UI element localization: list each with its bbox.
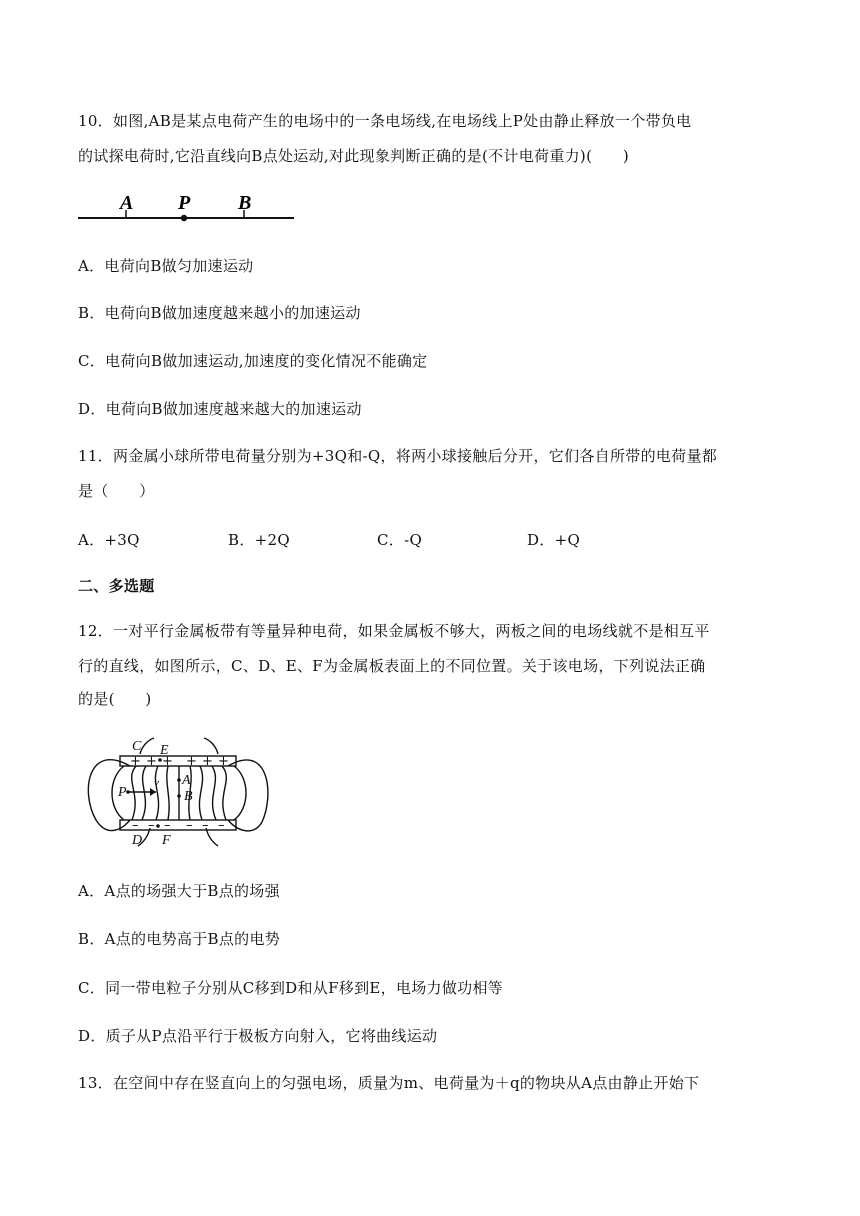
svg-text:+: + [186, 754, 197, 769]
q11-option-d: D．+Q [527, 531, 581, 549]
q12-stem-line1: 12．一对平行金属板带有等量异种电荷，如果金属板不够大，两板之间的电场线就不是相互平 [78, 622, 710, 640]
svg-text:+: + [130, 754, 141, 769]
q12-label-d: D [132, 833, 143, 848]
q11-option-a: A．+3Q [78, 531, 140, 549]
q12-stem-line3: 的是( ) [78, 690, 152, 708]
q10-option-b: B．电荷向B做加速度越来越小的加速运动 [78, 304, 361, 322]
svg-text:–: – [218, 818, 225, 833]
q10-option-a: A．电荷向B做匀加速运动 [78, 257, 254, 275]
q10-stem-line2: 的试探电荷时,它沿直线向B点处运动,对此现象判断正确的是(不计电荷重力)( ) [78, 147, 629, 165]
q12-option-c: C．同一带电粒子分别从C移到D和从F移到E，电场力做功相等 [78, 979, 504, 997]
q10-option-d: D．电荷向B做加速度越来越大的加速运动 [78, 400, 362, 418]
q11-option-b: B．+2Q [228, 531, 290, 549]
q10-label-a: A [120, 192, 134, 214]
svg-text:+: + [146, 754, 157, 769]
q12-label-c: C [132, 739, 142, 754]
svg-text:–: – [202, 818, 209, 833]
q13-stem-line1: 13．在空间中存在竖直向上的匀强电场，质量为m、电荷量为＋q的物块从A点由静止开始下 [78, 1074, 700, 1092]
q10-label-p: P [178, 192, 191, 214]
svg-text:+: + [218, 754, 229, 769]
q12-parallel-plate-figure [78, 732, 278, 856]
q12-stem-line2: 行的直线，如图所示，C、D、E、F为金属板表面上的不同位置。关于该电场，下列说法正确 [78, 657, 706, 675]
svg-text:–: – [186, 818, 193, 833]
svg-text:–: – [148, 818, 155, 833]
q12-label-a: A [182, 773, 191, 788]
svg-text:–: – [132, 818, 139, 833]
q12-option-b: B．A点的电势高于B点的电势 [78, 930, 281, 948]
svg-text:–: – [164, 818, 171, 833]
q10-stem-line1: 10．如图,AB是某点电荷产生的电场中的一条电场线,在电场线上P处由静止释放一个带负电 [78, 112, 692, 130]
q11-stem-line2: 是（ ） [78, 482, 155, 500]
q12-label-p: P [118, 785, 127, 800]
section-heading: 二、多选题 [78, 577, 155, 595]
q12-label-e: E [160, 743, 169, 758]
q10-label-b: B [238, 192, 252, 214]
q11-option-c: C．-Q [377, 531, 423, 549]
q12-label-b: B [184, 789, 193, 804]
svg-text:+: + [202, 754, 213, 769]
q10-option-c: C．电荷向B做加速运动,加速度的变化情况不能确定 [78, 352, 428, 370]
q12-option-d: D．质子从P点沿平行于极板方向射入，它将曲线运动 [78, 1027, 438, 1045]
q10-field-line-figure [76, 188, 298, 228]
q12-label-f: F [162, 833, 171, 848]
svg-text:+: + [162, 754, 173, 769]
q12-label-v: v [154, 777, 159, 789]
q11-stem-line1: 11．两金属小球所带电荷量分别为+3Q和-Q，将两小球接触后分开，它们各自所带的电荷量都 [78, 447, 718, 465]
q12-option-a: A．A点的场强大于B点的场强 [78, 882, 280, 900]
